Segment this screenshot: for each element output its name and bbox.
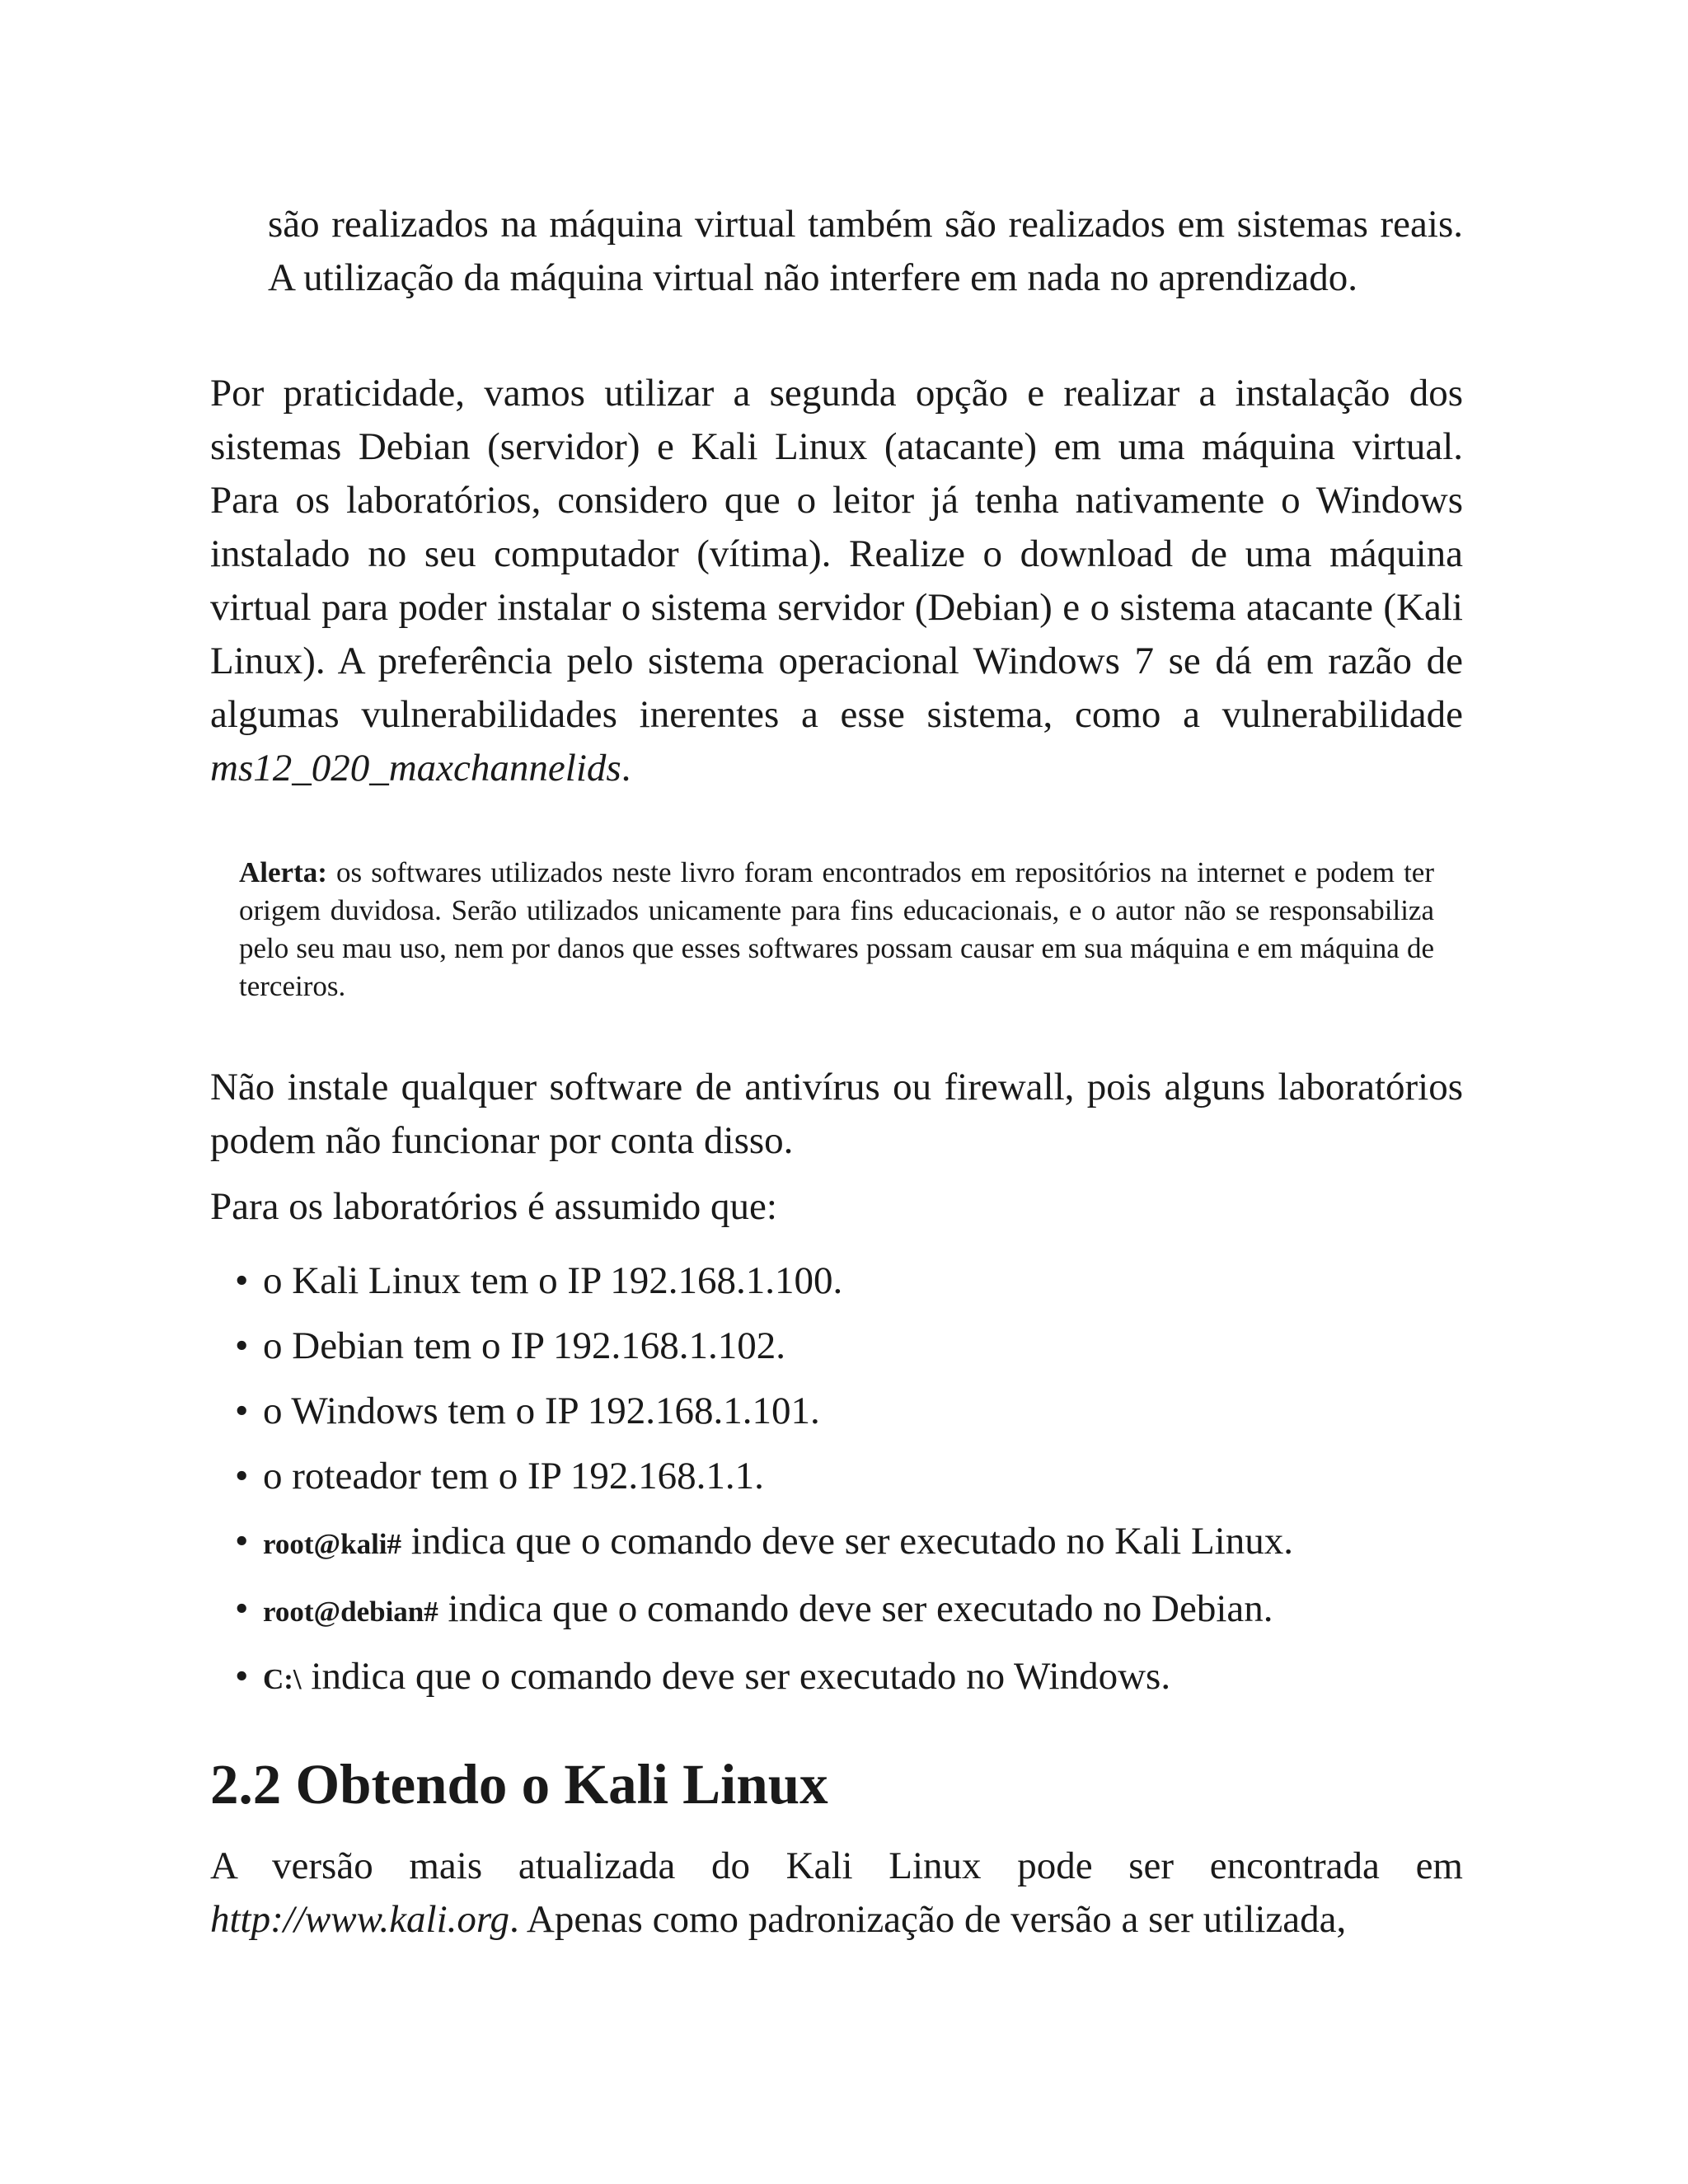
list-item-text: o roteador tem o IP 192.168.1.1.: [263, 1455, 764, 1497]
bullet-marker: •: [235, 1390, 249, 1432]
vulnerability-name: ms12_020_maxchannelids: [210, 747, 621, 790]
list-item-text: indica que o comando deve ser executado no Windows.: [301, 1655, 1171, 1698]
paragraph-text-end: . Apenas como padronização de versão a ser utilizada,: [509, 1898, 1347, 1941]
paragraph-text: Por praticidade, vamos utilizar a segunda opção e realizar a instalação dos sistemas Debian (servidor) e Kali Linux (atacante) em uma máquina virtual. Para os laboratórios, considero que o leitor já tenha nativamente o Windows instalado no seu computador (vítima). Realize o download de uma máquina virtual para poder instalar o sistema servidor (Debian) e o sistema atacante (Kali Linux). A preferência pelo sistema operacional Windows 7 se dá em razão de algumas vulnerabilidades inerentes a esse sistema, como a vulnerabilidade: [210, 372, 1463, 736]
paragraph-kali-download: [210, 1840, 1463, 1947]
list-item: [235, 1249, 1471, 1314]
paragraph-continuation: são realizados na máquina virtual também são realizados em sistemas reais. A utilização da máquina virtual não interfere em nada no aprendizado.: [268, 203, 1463, 299]
alert-box: [239, 854, 1434, 1005]
paragraph-period: .: [621, 747, 631, 790]
alert-text: os softwares utilizados neste livro foram encontrados em repositórios na internet e podem ter origem duvidosa. Serão utilizados unicamente para fins educacionais, e o autor não se responsabiliza pelo seu mau uso, nem por danos que esses softwares possam causar em sua máquina e em máquina de terceiros.: [239, 856, 1434, 1002]
list-item: [235, 1444, 1471, 1509]
bullet-marker: •: [235, 1655, 249, 1698]
paragraph-text: A versão mais atualizada do Kali Linux pode ser encontrada em: [210, 1844, 1463, 1887]
list-item-text: indica que o comando deve ser executado no Kali Linux.: [401, 1520, 1293, 1563]
list-item-text: o Windows tem o IP 192.168.1.101.: [263, 1390, 820, 1432]
kali-url: http://www.kali.org: [210, 1898, 509, 1941]
bullet-marker: •: [235, 1259, 249, 1302]
debian-prompt-code: root@debian#: [263, 1596, 438, 1628]
list-item-text: indica que o comando deve ser executado no Debian.: [438, 1587, 1273, 1630]
section-heading: 2.2 Obtendo o Kali Linux: [210, 1753, 828, 1816]
list-item: [235, 1379, 1471, 1444]
paragraph-virtualization: [210, 367, 1463, 795]
list-item: [235, 1577, 1471, 1644]
list-item-text: o Kali Linux tem o IP 192.168.1.100.: [263, 1259, 843, 1302]
paragraph-antivirus: Não instale qualquer software de antivírus ou firewall, pois alguns laboratórios podem não funcionar por conta disso.: [210, 1066, 1463, 1162]
bullet-marker: •: [235, 1520, 249, 1563]
list-item: [235, 1644, 1471, 1712]
kali-prompt-code: root@kali#: [263, 1528, 402, 1560]
windows-prompt-code: C:\: [263, 1663, 302, 1695]
assumptions-list: [235, 1249, 1471, 1712]
bullet-marker: •: [235, 1587, 249, 1630]
bullet-marker: •: [235, 1455, 249, 1497]
list-item: [235, 1314, 1471, 1379]
paragraph-assumptions: Para os laboratórios é assumido que:: [210, 1185, 777, 1228]
list-item-text: o Debian tem o IP 192.168.1.102.: [263, 1324, 785, 1367]
alert-label: Alerta:: [239, 856, 327, 888]
bullet-marker: •: [235, 1324, 249, 1367]
list-item: [235, 1509, 1471, 1577]
